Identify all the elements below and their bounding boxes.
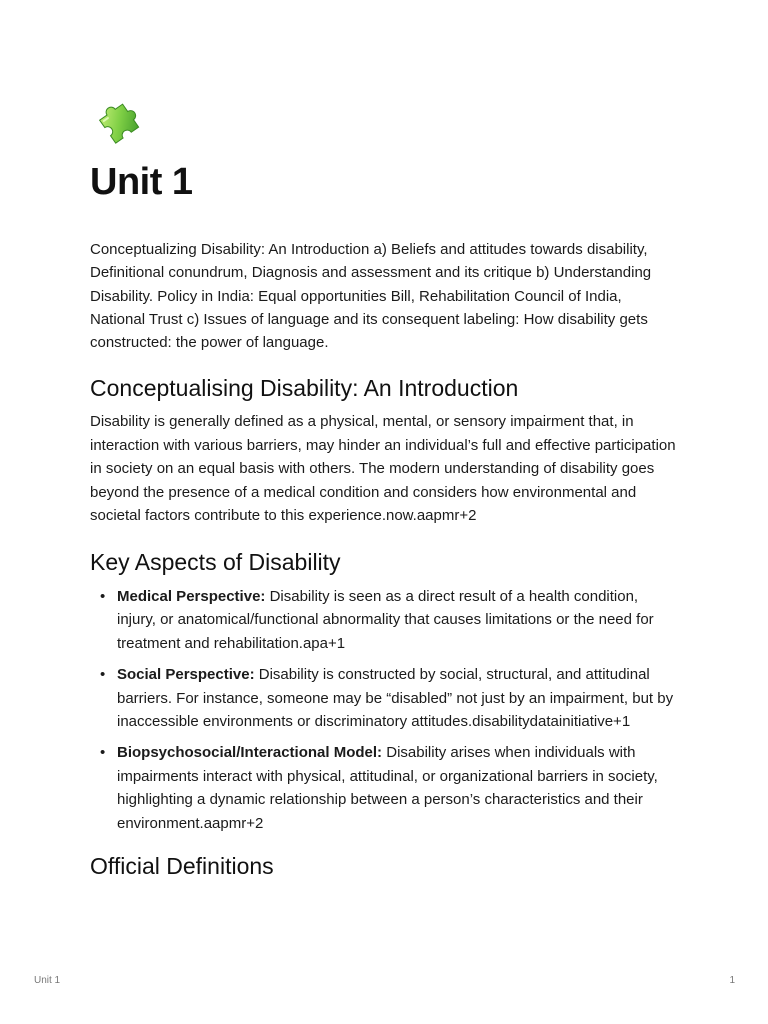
list-item-label: Social Perspective: — [117, 666, 255, 684]
list-item-text: Disability is constructed by social, structural, and attitudinal barriers. For instance, someone may be “disabled” not just by an impairment, but by inaccessible environments or discriminatory attitudes.disabilitydatainitiative+1 — [117, 666, 674, 731]
section-heading-key-aspects: Key Aspects of Disability — [90, 549, 341, 576]
bullet-icon: • — [100, 666, 106, 684]
section-paragraph-introduction: Disability is generally defined as a physical, mental, or sensory impairment that, in interaction with various barriers, may hinder an individual’s full and effective participation in society on an equal basis with others. The modern understanding of disability goes beyond the presence of a medical condition and considers how environmental and societal factors contribute to this experience.now.aapmr+2 — [90, 413, 676, 525]
intro-paragraph: Conceptualizing Disability: An Introduction a) Beliefs and attitudes towards disability, Definitional conundrum, Diagnosis and assessment and its critique b) Understanding Disability. Policy in India: Equal opportunities Bill, Rehabilitation Council of India, National Trust c) Issues of language and its consequent labeling: How disability gets constructed: the power of language. — [90, 240, 652, 352]
bullet-icon: • — [100, 744, 106, 762]
list-item — [100, 585, 680, 655]
document-page — [90, 92, 680, 881]
puzzle-piece-icon — [90, 92, 146, 150]
bullet-icon: • — [100, 588, 106, 606]
footer-title: Unit 1 — [34, 975, 61, 986]
list-item — [100, 663, 680, 733]
page-title: Unit 1 — [90, 161, 193, 203]
section-heading-introduction: Conceptualising Disability: An Introduction — [90, 374, 519, 401]
list-item-text: Disability is seen as a direct result of a health condition, injury, or anatomical/functional abnormality that causes limitations or the need for treatment and rehabilitation.apa+1 — [117, 588, 654, 652]
list-item — [100, 741, 680, 835]
key-aspects-list — [90, 585, 680, 835]
page-number: 1 — [729, 975, 735, 986]
list-item-label: Biopsychosocial/Interactional Model: — [117, 744, 383, 762]
section-heading-official-definitions: Official Definitions — [90, 853, 274, 880]
list-item-label: Medical Perspective: — [117, 588, 266, 606]
list-item-text: Disability arises when individuals with impairments interact with physical, attitudinal, or organizational barriers in society, highlighting a dynamic relationship between a person’s characteristics and their environment.aapmr+2 — [117, 744, 658, 832]
